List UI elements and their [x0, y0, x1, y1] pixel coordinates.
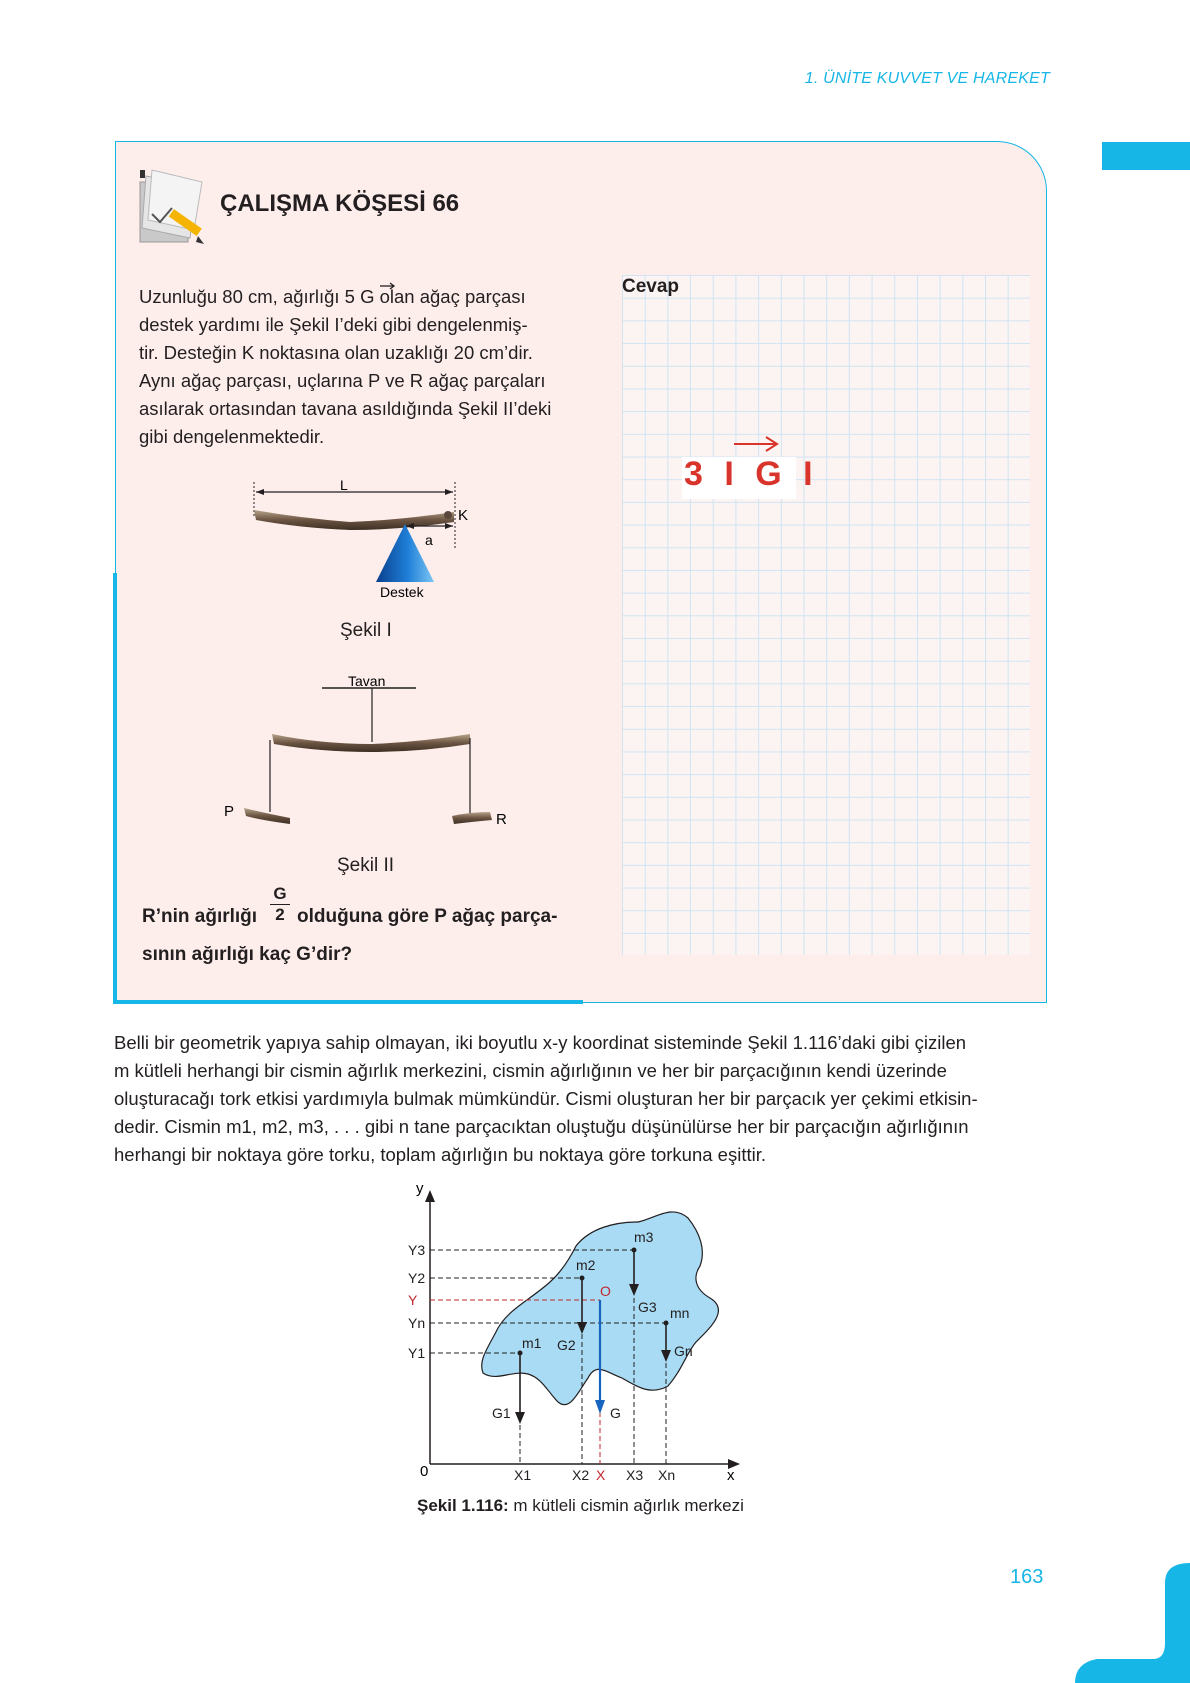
- force-label-G1: G1: [492, 1405, 511, 1421]
- origin-label: 0: [420, 1463, 429, 1480]
- wood-piece-R: [452, 812, 492, 824]
- figure-1-116: [400, 1178, 750, 1488]
- fraction-denominator: 2: [275, 905, 285, 924]
- caption-bold: Şekil 1.116:: [417, 1496, 509, 1515]
- x-axis-label: x: [727, 1467, 735, 1484]
- y-label-Y1: Y1: [408, 1345, 426, 1361]
- y-axis-label: y: [416, 1180, 424, 1197]
- x-label-X3: X3: [626, 1467, 644, 1483]
- question-part1: R’nin ağırlığı: [142, 906, 258, 927]
- notebook-pencil-icon: [138, 168, 210, 248]
- answer-vector-arrow-icon: [732, 434, 782, 454]
- x-label-X: X: [596, 1467, 606, 1483]
- question-part4: ’dir?: [310, 944, 353, 965]
- question-g: G: [296, 944, 311, 965]
- force-label-G2: G2: [557, 1337, 576, 1353]
- box-accent-left: [113, 573, 117, 1004]
- answer-text: 3 I G I: [684, 455, 819, 493]
- force-label-Gn: Gn: [674, 1343, 693, 1359]
- body-line: m kütleli herhangi bir cismin ağırlık merkezini, cismin ağırlığının ve her bir parçacığının kendi üzerinde: [114, 1060, 947, 1081]
- body-line: dedir. Cismin m1, m2, m3, . . . gibi n tane parçacıktan oluştuğu düşünülürse her bir parçacığın ağırlığının: [114, 1116, 969, 1137]
- x-label-Xn: Xn: [658, 1467, 676, 1483]
- y-label-Y2: Y2: [408, 1270, 426, 1286]
- figure-1-116-caption: [417, 1496, 744, 1516]
- mass-label-m3: m3: [634, 1229, 654, 1245]
- fraction: [270, 884, 290, 925]
- x-label-X1: X1: [514, 1467, 532, 1483]
- fraction-numerator: G: [270, 884, 290, 905]
- page-corner-decoration: [1075, 1563, 1190, 1683]
- wood-stick: [254, 510, 454, 530]
- cevap-label: Cevap: [622, 276, 680, 297]
- vector-arrow-icon: [378, 280, 398, 292]
- y-label-Y3: Y3: [408, 1242, 426, 1258]
- mass-label-m1: m1: [522, 1335, 542, 1351]
- box-title: ÇALIŞMA KÖŞESİ 66: [220, 190, 460, 217]
- page-number: 163: [1010, 1566, 1044, 1588]
- figure-1-diagram: [240, 470, 500, 600]
- body-line: Belli bir geometrik yapıya sahip olmayan, iki boyutlu x-y koordinat sisteminde Şekil 1.116’daki gibi çizilen: [114, 1032, 967, 1053]
- fig1-label-a: a: [425, 532, 433, 548]
- y-label-Y: Y: [408, 1292, 418, 1308]
- fig1-label-L: L: [340, 477, 348, 493]
- question-part2: olduğuna göre P ağaç parça-: [297, 906, 558, 927]
- force-label-G: G: [610, 1405, 621, 1421]
- edge-tab: [1102, 142, 1190, 170]
- paragraph-line: Uzunluğu 80 cm, ağırlığı 5 G olan ağaç parçası: [139, 286, 526, 307]
- body-line: oluşturacağı tork etkisi yardımıyla bulmak mümkündür. Cismi oluşturan her bir parçacık yer çekimi etkisin-: [114, 1088, 978, 1109]
- x-label-X2: X2: [572, 1467, 590, 1483]
- mass-label-mn: mn: [670, 1305, 690, 1321]
- center-label-O: O: [600, 1283, 611, 1299]
- caption-rest: m kütleli cismin ağırlık merkezi: [508, 1496, 744, 1515]
- box-accent-bottom: [113, 1000, 583, 1004]
- fig2-caption: Şekil II: [337, 855, 395, 876]
- mass-label-m2: m2: [576, 1257, 596, 1273]
- paragraph-line: destek yardımı ile Şekil I’deki gibi dengelenmiş-: [139, 314, 528, 335]
- fig1-label-destek: Destek: [380, 584, 424, 600]
- question: [142, 884, 602, 974]
- wood-stick-hanging: [272, 734, 470, 752]
- fig2-label-R: R: [496, 811, 507, 828]
- fig1-label-K: K: [458, 507, 469, 524]
- y-label-Yn: Yn: [408, 1315, 426, 1331]
- fig1-caption: Şekil I: [340, 620, 392, 641]
- body-paragraph: [114, 1029, 1044, 1169]
- paragraph-line: Aynı ağaç parçası, uçlarına P ve R ağaç parçaları: [139, 370, 546, 391]
- question-part3: sının ağırlığı kaç: [142, 944, 291, 965]
- figure-2-diagram: [220, 672, 520, 832]
- problem-paragraph: [139, 283, 599, 451]
- paragraph-line: gibi dengelenmektedir.: [139, 426, 325, 447]
- force-label-G3: G3: [638, 1299, 657, 1315]
- fig2-label-tavan: Tavan: [348, 673, 386, 689]
- answer-grid: [622, 275, 1030, 955]
- fig2-label-P: P: [224, 803, 235, 820]
- wood-piece-P: [244, 808, 290, 824]
- body-line: herhangi bir noktaya göre torku, toplam ağırlığın bu noktaya göre torkuna eşittir.: [114, 1144, 766, 1165]
- paragraph-line: asılarak ortasından tavana asıldığında Şekil II’deki: [139, 398, 552, 419]
- paragraph-line: tir. Desteğin K noktasına olan uzaklığı 20 cm’dir.: [139, 342, 533, 363]
- unit-header: 1. ÜNİTE KUVVET VE HAREKET: [804, 70, 1050, 87]
